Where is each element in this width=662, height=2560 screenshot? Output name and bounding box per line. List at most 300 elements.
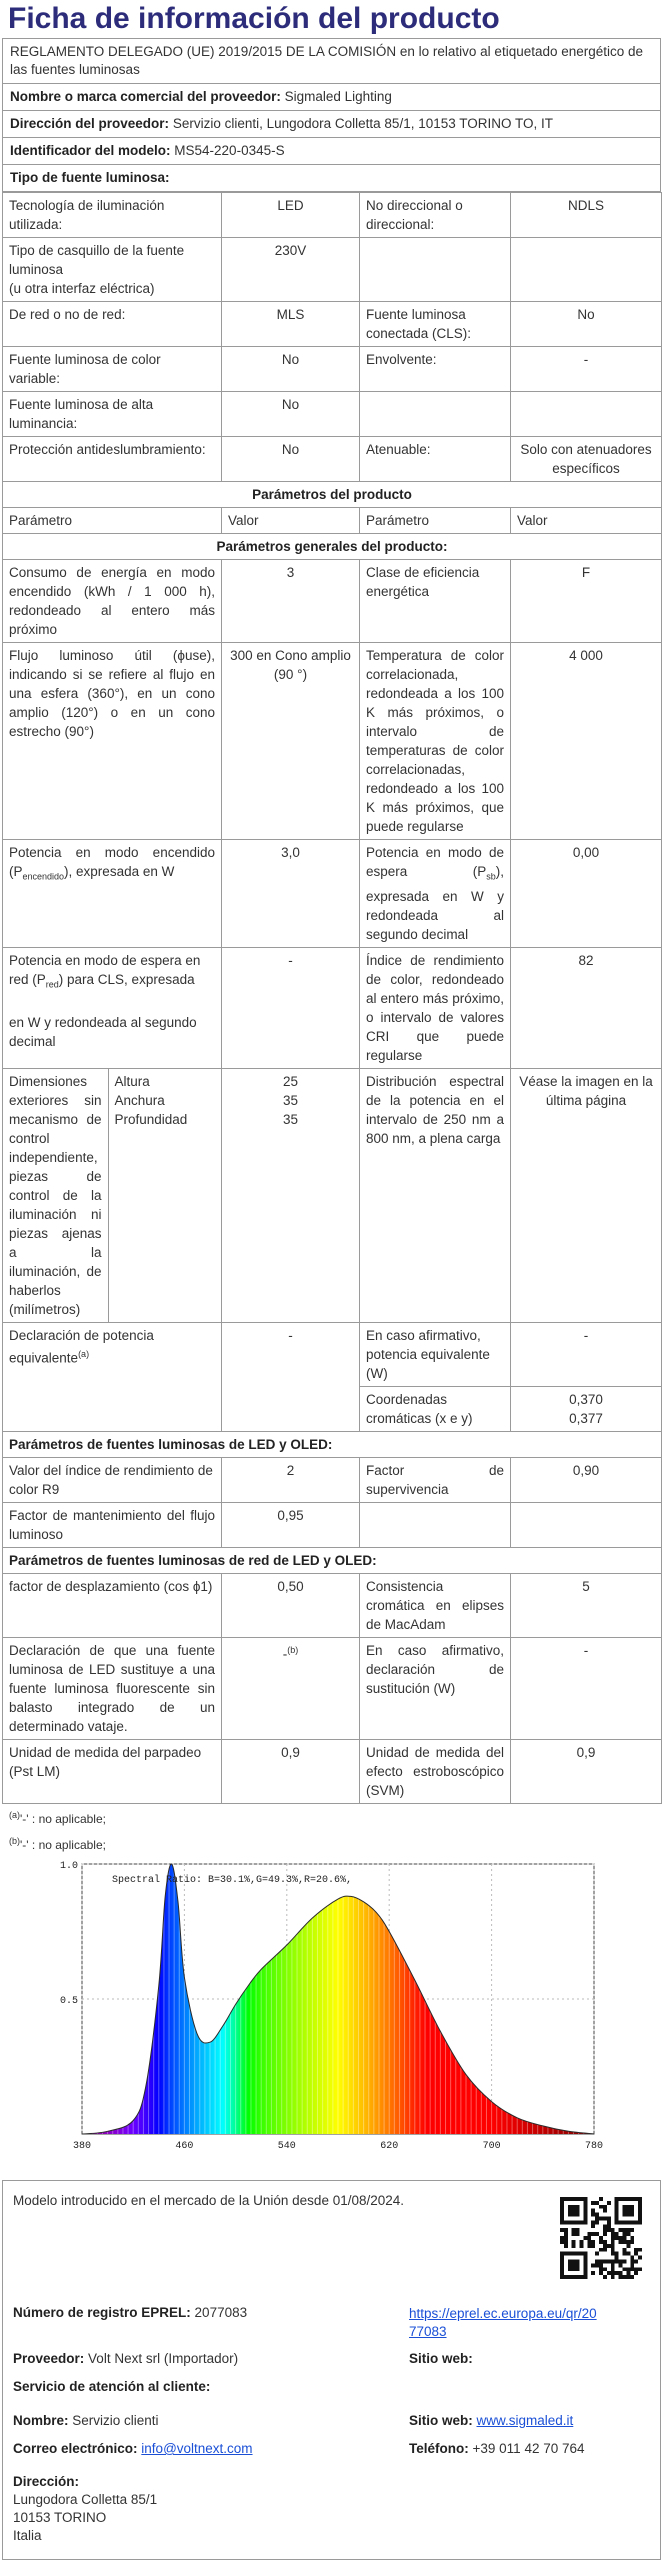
qr-module <box>622 2197 626 2201</box>
depth-value: 35 <box>282 1111 299 1127</box>
net-standby-value: - <box>222 947 360 1068</box>
non-directional-label: No direccional o direccional: <box>360 193 511 238</box>
anti-glare-label: Protección antideslumbramiento: <box>3 437 222 482</box>
x-tick-label: 620 <box>380 2141 399 2152</box>
provider-row <box>13 2351 238 2366</box>
qr-module <box>626 2267 630 2271</box>
qr-module <box>626 2271 630 2275</box>
qr-module <box>603 2209 607 2213</box>
address-line-2: 10153 TORINO <box>13 2510 107 2525</box>
width-label: Anchura <box>114 1092 165 1108</box>
on-mode-label-text-2: ), expresada en W <box>64 864 175 879</box>
website-link[interactable]: www.sigmaled.it <box>476 2413 574 2428</box>
footnote-a-text: '-' : no aplicable; <box>20 1811 106 1826</box>
qr-module <box>630 2236 634 2240</box>
replacement-value <box>222 1637 360 1739</box>
qr-module <box>626 2232 630 2236</box>
dimmable-label: Atenuable: <box>360 437 511 482</box>
email-row <box>13 2441 253 2456</box>
qr-module <box>576 2232 580 2236</box>
qr-module <box>630 2259 634 2263</box>
table-row <box>3 193 662 238</box>
qr-module <box>630 2263 634 2267</box>
qr-module <box>615 2259 619 2263</box>
on-mode-label-sub: encendido <box>22 871 65 882</box>
qr-module <box>583 2236 587 2240</box>
contact-name-row <box>13 2413 159 2428</box>
qr-module <box>599 2197 603 2201</box>
qr-module <box>599 2263 603 2267</box>
table-row <box>3 1068 662 1322</box>
footnote-b-text: '-' : no aplicable; <box>20 1837 106 1852</box>
qr-module <box>564 2244 568 2248</box>
qr-module <box>560 2213 564 2217</box>
qr-module <box>619 2228 623 2232</box>
qr-module <box>568 2259 572 2263</box>
on-mode-power-label <box>3 840 222 948</box>
email-link[interactable]: info@voltnext.com <box>141 2441 253 2456</box>
regulation-text: REGLAMENTO DELEGADO (UE) 2019/2015 DE LA COMISIÓN en lo relativo al etiquetado energético de las fuentes luminosas <box>10 44 644 77</box>
net-standby-text-2: ) para CLS, expresada <box>58 971 195 987</box>
net-standby-text-3: en W y redondeada al segundo decimal <box>9 1015 197 1050</box>
dimensions-label: Dimensiones exteriores sin mecanismo de control independiente, piezas de control de la iluminación ni piezas ajenas a la iluminación, de haberlos (milímetros) <box>3 1069 108 1322</box>
table-row <box>3 947 662 1068</box>
on-mode-power-value: 3,0 <box>222 840 360 948</box>
model-id-label: Identificador del modelo: <box>10 143 171 158</box>
qr-module <box>572 2232 576 2236</box>
qr-module <box>568 2220 572 2224</box>
supplier-block <box>2 38 661 192</box>
qr-module <box>576 2228 580 2232</box>
x-tick-label: 540 <box>277 2141 296 2152</box>
col-header-param: Parámetro <box>3 508 222 534</box>
qr-module <box>595 2213 599 2217</box>
qr-module <box>583 2197 587 2201</box>
qr-module <box>619 2236 623 2240</box>
qr-module <box>603 2232 607 2236</box>
qr-module <box>560 2228 564 2232</box>
phone-row <box>409 2441 585 2456</box>
qr-module <box>580 2275 584 2279</box>
qr-module <box>599 2259 603 2263</box>
page-title: Ficha de información del producto <box>8 2 500 35</box>
eprel-link-line-2[interactable]: 77083 <box>409 2324 447 2339</box>
qr-module <box>583 2209 587 2213</box>
table-row <box>3 392 662 437</box>
mains-value: MLS <box>222 302 360 347</box>
qr-module <box>572 2220 576 2224</box>
energy-value: 3 <box>222 560 360 643</box>
qr-module <box>564 2252 568 2256</box>
qr-module <box>607 2259 611 2263</box>
qr-module <box>630 2267 634 2271</box>
qr-module <box>576 2263 580 2267</box>
qr-module <box>572 2252 576 2256</box>
qr-module <box>580 2252 584 2256</box>
qr-module <box>568 2209 572 2213</box>
qr-module <box>576 2197 580 2201</box>
eprel-row <box>13 2305 247 2320</box>
high-luminance-value: No <box>222 392 360 437</box>
qr-module <box>591 2220 595 2224</box>
spectral-chart-svg <box>59 1858 604 2158</box>
table-row <box>3 1502 662 1547</box>
qr-module <box>576 2259 580 2263</box>
supplier-name-label: Nombre o marca comercial del proveedor: <box>10 89 281 104</box>
qr-module <box>603 2244 607 2248</box>
equivalent-power-label <box>3 1322 222 1431</box>
qr-module <box>568 2213 572 2217</box>
mains-led-heading: Parámetros de fuentes luminosas de red de LED y OLED: <box>3 1547 662 1573</box>
qr-module <box>576 2209 580 2213</box>
qr-module <box>576 2220 580 2224</box>
qr-module <box>583 2217 587 2221</box>
qr-module <box>638 2248 642 2252</box>
qr-module <box>611 2232 615 2236</box>
qr-module <box>607 2224 611 2228</box>
qr-module <box>576 2267 580 2271</box>
qr-module <box>576 2252 580 2256</box>
qr-module <box>576 2275 580 2279</box>
qr-module <box>572 2228 576 2232</box>
empty-cell <box>360 1502 511 1547</box>
table-row <box>3 482 662 508</box>
cap-label <box>3 238 222 302</box>
replacement-value-text: - <box>282 1646 288 1662</box>
dimmable-value: Solo con atenuadores específicos <box>511 437 662 482</box>
qr-module <box>568 2263 572 2267</box>
height-label: Altura <box>114 1073 150 1089</box>
energy-label: Consumo de energía en modo encendido (kWh / 1 000 h), redondeado al entero más próximo <box>3 560 222 643</box>
replacement-value-sup: (b) <box>287 1644 299 1655</box>
x-axis-ticks <box>73 2141 603 2152</box>
chromaticity-label: Coordenadas cromáticas (x e y) <box>360 1386 511 1431</box>
table-row <box>3 534 662 560</box>
qr-module <box>572 2267 576 2271</box>
qr-module <box>611 2252 615 2256</box>
qr-module <box>622 2236 626 2240</box>
qr-module <box>568 2252 572 2256</box>
x-tick-label: 460 <box>175 2141 194 2152</box>
qr-module <box>638 2209 642 2213</box>
dimensions-names <box>108 1069 221 1322</box>
cct-label: Temperatura de color correlacionada, redondeada a los 100 K más próximos, o intervalo de temperaturas de color correlacionadas, redondeado a los 100 K más próximos, que puede regularse <box>360 643 511 840</box>
spd-value: Véase la imagen en la última página <box>511 1068 662 1322</box>
eprel-link-line-1[interactable]: https://eprel.ec.europa.eu/qr/20 <box>409 2306 597 2321</box>
qr-module <box>615 2236 619 2240</box>
qr-module <box>572 2275 576 2279</box>
qr-module <box>572 2205 576 2209</box>
qr-module <box>615 2205 619 2209</box>
qr-module <box>630 2209 634 2213</box>
qr-module <box>622 2213 626 2217</box>
qr-module <box>619 2275 623 2279</box>
qr-module <box>595 2201 599 2205</box>
cap-label-text-2: (u otra interfaz eléctrica) <box>9 281 155 296</box>
envelope-label: Envolvente: <box>360 347 511 392</box>
on-mode-label-text: Potencia en modo encendido (P <box>9 845 215 879</box>
phone-label: Teléfono: <box>409 2441 469 2456</box>
dimensions-values <box>222 1068 360 1322</box>
qr-module <box>583 2259 587 2263</box>
footnote-b-mark: (b) <box>9 1835 20 1846</box>
qr-module <box>638 2197 642 2201</box>
footnote-b <box>2 1830 661 1856</box>
empty-cell <box>511 1502 662 1547</box>
qr-module <box>630 2205 634 2209</box>
qr-module <box>568 2267 572 2271</box>
qr-module <box>572 2197 576 2201</box>
table-row <box>3 1457 662 1502</box>
supplier-name-value: Sigmaled Lighting <box>284 89 392 104</box>
qr-module <box>615 2271 619 2275</box>
qr-module <box>560 2259 564 2263</box>
qr-module <box>626 2240 630 2244</box>
qr-module <box>603 2228 607 2232</box>
qr-module <box>611 2228 615 2232</box>
height-value: 25 <box>282 1073 299 1089</box>
qr-module <box>595 2217 599 2221</box>
model-id-row <box>3 137 660 164</box>
website-label-2: Sitio web: <box>409 2413 473 2428</box>
chroma-x: 0,370 <box>569 1391 603 1407</box>
equivalent-yes-label: En caso afirmativo, potencia equivalente (W) <box>360 1322 511 1386</box>
empty-cell <box>360 392 511 437</box>
qr-module <box>583 2205 587 2209</box>
width-value: 35 <box>282 1092 299 1108</box>
qr-code-icon[interactable] <box>560 2197 642 2279</box>
qr-module <box>622 2209 626 2213</box>
cls-value: No <box>511 302 662 347</box>
x-tick-label: 380 <box>72 2141 92 2152</box>
qr-module <box>591 2232 595 2236</box>
qr-module <box>615 2209 619 2213</box>
qr-module <box>583 2271 587 2275</box>
product-params-heading: Parámetros del producto <box>3 482 662 508</box>
eprel-link[interactable] <box>409 2305 597 2341</box>
spd-label: Distribución espectral de la potencia en el intervalo de 250 nm a 800 nm, a plena carga <box>360 1068 511 1322</box>
standby-label-text-2: ), expresada en W y redondeada al segundo decimal <box>366 864 504 942</box>
equivalent-power-value: - <box>222 1322 360 1431</box>
qr-module <box>607 2201 611 2205</box>
svm-value: 0,9 <box>511 1739 662 1803</box>
qr-module <box>591 2209 595 2213</box>
qr-module <box>611 2267 615 2271</box>
qr-module <box>622 2248 626 2252</box>
table-row <box>3 437 662 482</box>
table-row <box>3 347 662 392</box>
email-label: Correo electrónico: <box>13 2441 138 2456</box>
y-axis-ticks <box>60 1861 78 2007</box>
qr-module <box>615 2256 619 2260</box>
r9-value: 2 <box>222 1457 360 1502</box>
qr-module <box>599 2205 603 2209</box>
qr-module <box>595 2232 599 2236</box>
qr-module <box>595 2220 599 2224</box>
qr-module <box>615 2220 619 2224</box>
qr-module <box>626 2220 630 2224</box>
qr-module <box>622 2240 626 2244</box>
qr-module <box>611 2240 615 2244</box>
maintenance-label: Factor de mantenimiento del flujo luminoso <box>3 1502 222 1547</box>
qr-module <box>615 2201 619 2205</box>
qr-module <box>615 2197 619 2201</box>
chart-title: Spectral Ratio: B=30.1%,G=49.3%,R=20.6%, <box>112 1875 353 1886</box>
qr-module <box>638 2220 642 2224</box>
qr-module <box>619 2259 623 2263</box>
qr-module <box>611 2236 615 2240</box>
svm-label: Unidad de medida del efecto estroboscópico (SVM) <box>360 1739 511 1803</box>
colour-tunable-label: Fuente luminosa de color variable: <box>3 347 222 392</box>
qr-module <box>611 2259 615 2263</box>
qr-module <box>576 2205 580 2209</box>
standby-power-value: 0,00 <box>511 840 662 948</box>
qr-module <box>615 2213 619 2217</box>
qr-module <box>626 2228 630 2232</box>
qr-module <box>603 2217 607 2221</box>
qr-module <box>611 2275 615 2279</box>
col-header-value: Valor <box>222 508 360 534</box>
qr-module <box>583 2263 587 2267</box>
qr-module <box>626 2275 630 2279</box>
qr-module <box>583 2275 587 2279</box>
website-label-1: Sitio web: <box>409 2351 473 2366</box>
footnote-a <box>2 1804 661 1830</box>
cap-label-text: Tipo de casquillo de la fuente luminosa <box>9 243 185 277</box>
qr-module <box>622 2259 626 2263</box>
qr-module <box>626 2205 630 2209</box>
qr-module <box>622 2267 626 2271</box>
table-row <box>3 1322 662 1386</box>
qr-module <box>611 2263 615 2267</box>
qr-module <box>560 2236 564 2240</box>
qr-module <box>580 2220 584 2224</box>
qr-module <box>638 2201 642 2205</box>
qr-module <box>587 2236 591 2240</box>
qr-module <box>591 2240 595 2244</box>
provider-value: Volt Next srl (Importador) <box>88 2351 239 2366</box>
table-row <box>3 840 662 948</box>
technology-value: LED <box>222 193 360 238</box>
qr-module <box>634 2197 638 2201</box>
qr-module <box>560 2205 564 2209</box>
qr-module <box>611 2244 615 2248</box>
table-row <box>3 508 662 534</box>
market-info-panel <box>2 2180 661 2560</box>
y-tick-label: 1.0 <box>59 1861 78 1872</box>
table-row <box>3 302 662 347</box>
qr-module <box>630 2220 634 2224</box>
qr-module <box>564 2240 568 2244</box>
qr-module <box>583 2252 587 2256</box>
dimensions-cell <box>3 1068 222 1322</box>
qr-module <box>634 2259 638 2263</box>
replacement-label: Declaración de que una fuente luminosa de LED sustituye a una fuente luminosa fluorescente sin balasto integrado de un determinado vataje. <box>3 1637 222 1739</box>
qr-module <box>619 2197 623 2201</box>
depth-label: Profundidad <box>114 1111 188 1127</box>
address-line-3: Italia <box>13 2528 42 2543</box>
qr-module <box>603 2205 607 2209</box>
macadam-label: Consistencia cromática en elipses de MacAdam <box>360 1573 511 1637</box>
replacement-yes-value: - <box>511 1637 662 1739</box>
qr-module <box>603 2240 607 2244</box>
cls-label: Fuente luminosa conectada (CLS): <box>360 302 511 347</box>
col-header-value-2: Valor <box>511 508 662 534</box>
net-standby-sub: red <box>45 979 59 990</box>
qr-module <box>603 2275 607 2279</box>
qr-module <box>607 2220 611 2224</box>
qr-module <box>587 2232 591 2236</box>
qr-module <box>622 2232 626 2236</box>
table-row <box>3 560 662 643</box>
qr-module <box>599 2240 603 2244</box>
qr-module <box>626 2244 630 2248</box>
qr-module <box>568 2205 572 2209</box>
footnote-a-mark: (a) <box>9 1809 20 1820</box>
qr-module <box>568 2197 572 2201</box>
chroma-y: 0,377 <box>569 1410 603 1426</box>
website-row-2 <box>409 2413 573 2428</box>
x-tick-label: 780 <box>584 2141 604 2152</box>
flux-value: 300 en Cono amplio (90 °) <box>222 643 360 840</box>
qr-module <box>603 2248 607 2252</box>
qr-module <box>626 2252 630 2256</box>
qr-module <box>626 2213 630 2217</box>
contact-name-value: Servizio clienti <box>72 2413 159 2428</box>
qr-module <box>560 2217 564 2221</box>
qr-module <box>560 2275 564 2279</box>
qr-module <box>599 2267 603 2271</box>
qr-module <box>560 2256 564 2260</box>
equiv-label-sup: (a) <box>78 1348 90 1359</box>
equiv-label-text: Declaración de potencia equivalente <box>9 1327 154 1366</box>
qr-module <box>591 2224 595 2228</box>
survival-label: Factor de supervivencia <box>360 1457 511 1502</box>
cap-value: 230V <box>222 238 360 302</box>
spectral-chart <box>59 1858 604 2158</box>
qr-module <box>560 2201 564 2205</box>
qr-module <box>611 2248 615 2252</box>
qr-module <box>607 2228 611 2232</box>
y-tick-label: 0.5 <box>59 1996 78 2007</box>
qr-module <box>560 2240 564 2244</box>
qr-module <box>615 2217 619 2221</box>
standby-label-sub: sb <box>486 871 496 882</box>
empty-cell <box>511 392 662 437</box>
maintenance-value: 0,95 <box>222 1502 360 1547</box>
qr-module <box>564 2220 568 2224</box>
qr-module <box>603 2259 607 2263</box>
qr-module <box>638 2213 642 2217</box>
qr-module <box>583 2220 587 2224</box>
envelope-value: - <box>511 347 662 392</box>
qr-module <box>622 2220 626 2224</box>
phone-value: +39 011 42 70 764 <box>472 2441 585 2456</box>
light-source-heading <box>3 164 660 191</box>
qr-module <box>615 2232 619 2236</box>
non-directional-value: NDLS <box>511 193 662 238</box>
qr-module <box>595 2252 599 2256</box>
flicker-label: Unidad de medida del parpadeo (Pst LM) <box>3 1739 222 1803</box>
table-row <box>3 643 662 840</box>
qr-module <box>630 2275 634 2279</box>
qr-module <box>619 2220 623 2224</box>
qr-module <box>595 2263 599 2267</box>
col-header-param-2: Parámetro <box>360 508 511 534</box>
eprel-label: Número de registro EPREL: <box>13 2305 191 2320</box>
qr-module <box>630 2228 634 2232</box>
market-intro: Modelo introducido en el mercado de la Unión desde 01/08/2024. <box>13 2193 405 2208</box>
